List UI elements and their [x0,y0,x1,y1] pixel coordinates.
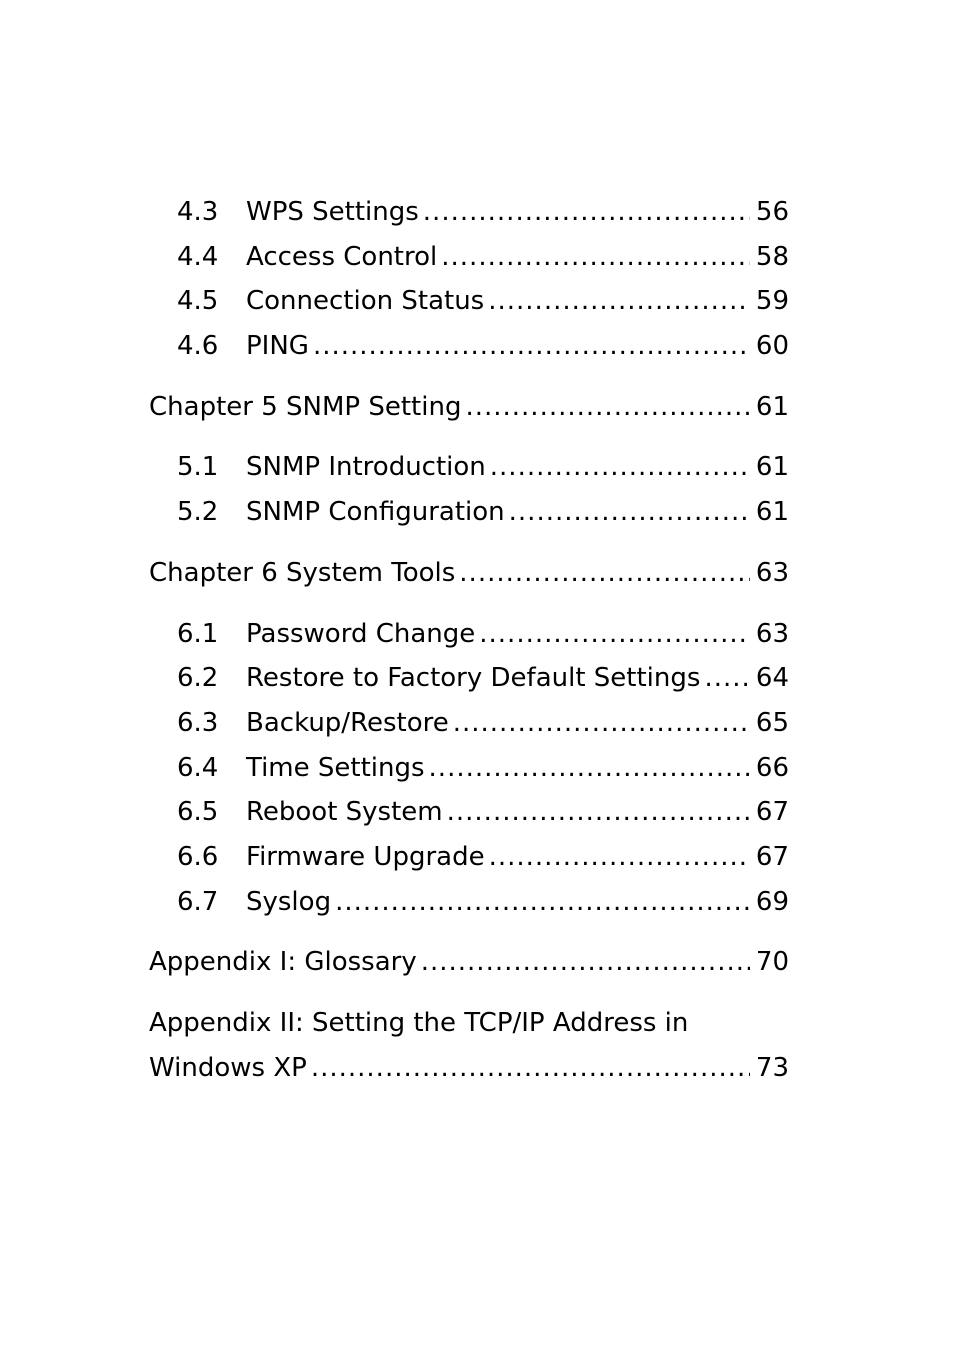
section-title: PING [246,331,309,362]
section-title: WPS Settings [246,197,419,227]
page-number: 67 [755,841,789,872]
dot-leader [488,279,750,324]
section-number: 4.4 [177,241,219,272]
chapter-title-line-1: Appendix II: Setting the TCP/IP Address in [149,1008,689,1038]
dot-leader [423,190,750,235]
toc-entry-chapter-6[interactable] [149,551,789,596]
dot-leader [489,835,750,880]
dot-leader [429,746,750,791]
section-number: 4.3 [177,197,219,227]
toc-entry-4-4[interactable] [149,235,789,280]
toc-entry-appendix-1[interactable] [149,940,789,985]
dot-leader [704,656,749,701]
toc-entry-4-6[interactable] [149,324,789,369]
toc-entry-5-1[interactable] [149,445,789,490]
dot-leader [490,445,750,490]
chapter-title-line-2-row [149,1046,789,1091]
dot-leader [335,880,750,925]
page-number: 61 [755,452,789,483]
section-number: 6.7 [177,886,219,917]
section-number: 6.3 [177,707,219,738]
section-number: 6.4 [177,752,219,783]
dot-leader [311,1046,750,1091]
page-number: 67 [755,797,789,828]
page-number: 63 [755,618,789,649]
page-number: 58 [755,241,789,272]
page-number: 61 [755,497,789,528]
page-number: 60 [755,331,789,362]
toc-entry-6-4[interactable] [149,746,789,791]
section-number: 4.5 [177,286,219,317]
toc-entry-4-5[interactable] [149,279,789,324]
section-title: Syslog [246,886,332,917]
section-title: Reboot System [246,797,443,828]
page-number: 61 [755,391,789,422]
section-title: Password Change [246,618,476,649]
toc-entry-6-3[interactable] [149,701,789,746]
toc-entry-6-2[interactable] [149,656,789,701]
table-of-contents [149,190,789,1090]
dot-leader [465,385,749,430]
section-number: 6.2 [177,663,219,694]
toc-entry-6-5[interactable] [149,790,789,835]
section-title: SNMP Configuration [246,497,505,528]
toc-entry-5-2[interactable] [149,490,789,535]
section-title: SNMP Introduction [246,452,486,483]
section-title: Backup/Restore [246,707,449,738]
page-number: 70 [755,947,789,978]
dot-leader [421,940,750,985]
section-title: Time Settings [246,752,425,783]
chapter-title: Chapter 5 SNMP Setting [149,391,462,422]
section-number: 6.5 [177,797,219,828]
page-number: 73 [755,1052,789,1083]
toc-entry-6-7[interactable] [149,880,789,925]
toc-entry-6-6[interactable] [149,835,789,880]
dot-leader [447,790,750,835]
section-title: Connection Status [246,286,485,317]
page-number: 69 [755,886,789,917]
toc-entry-appendix-2[interactable] [149,1001,789,1090]
dot-leader [313,324,750,369]
page-number: 65 [755,707,789,738]
page-number: 63 [755,557,789,588]
section-number: 6.1 [177,618,219,649]
page-number: 56 [755,197,789,227]
section-title: Restore to Factory Default Settings [246,663,701,694]
dot-leader [441,235,750,280]
toc-entry-4-3[interactable] [149,190,789,235]
section-title: Access Control [246,241,438,272]
section-number: 5.1 [177,452,219,483]
chapter-title: Chapter 6 System Tools [149,557,456,588]
dot-leader [453,701,750,746]
section-number: 5.2 [177,497,219,528]
section-title: Firmware Upgrade [246,841,485,872]
toc-entry-6-1[interactable] [149,612,789,657]
chapter-title: Appendix I: Glossary [149,947,417,978]
toc-entry-chapter-5[interactable] [149,385,789,430]
page-number: 64 [755,663,789,694]
dot-leader [479,612,750,657]
page-number: 66 [755,752,789,783]
dot-leader [459,551,750,596]
section-number: 4.6 [177,331,219,362]
chapter-title-line-2: Windows XP [149,1052,307,1083]
section-number: 6.6 [177,841,219,872]
dot-leader [509,490,750,535]
page-number: 59 [755,286,789,317]
